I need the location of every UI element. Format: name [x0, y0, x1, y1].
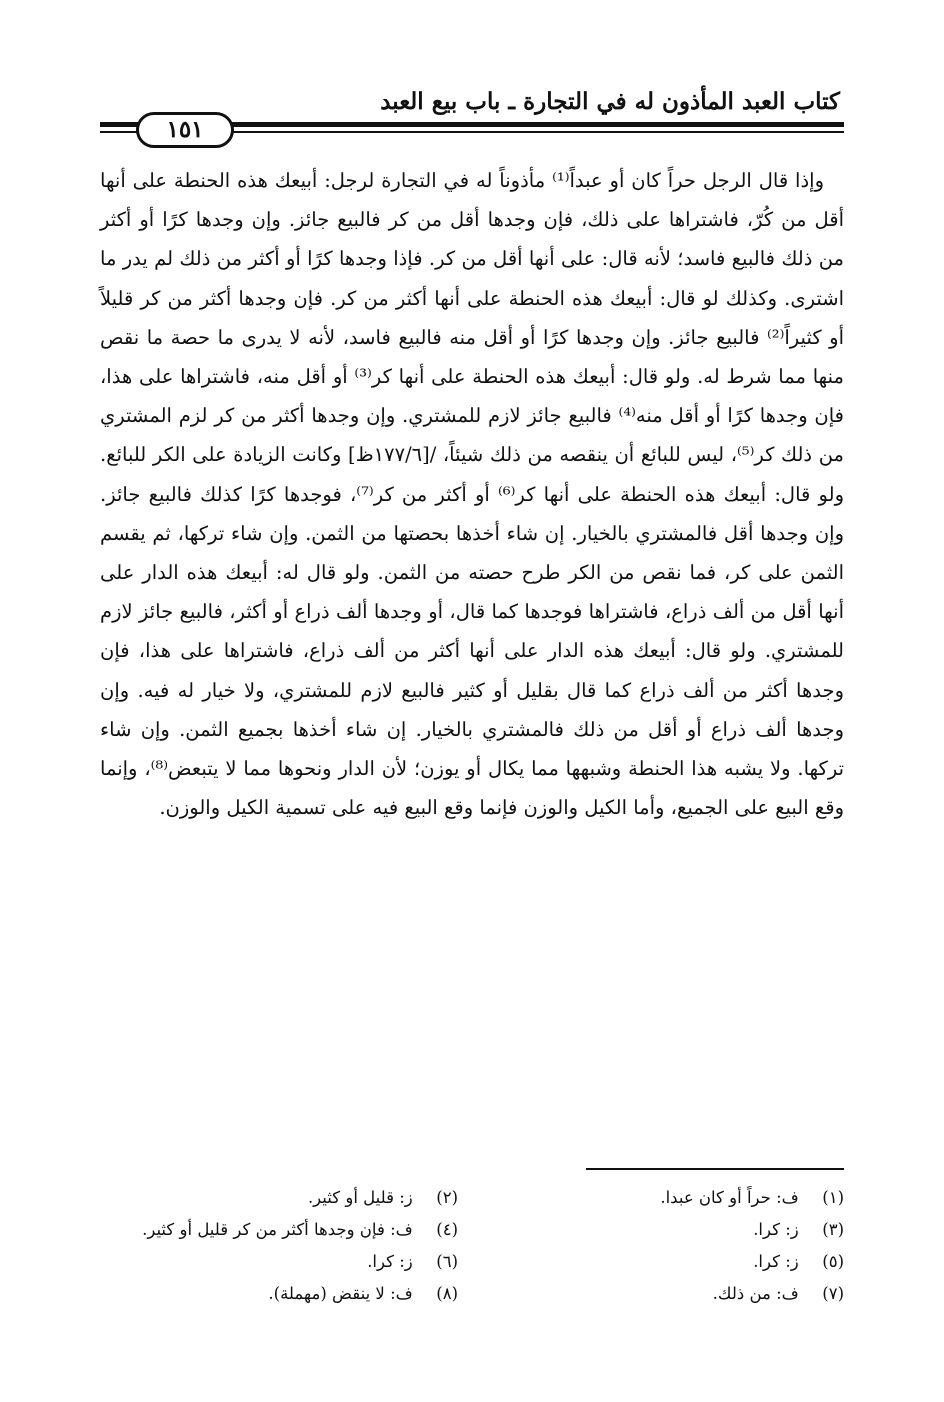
footnote-text: ف: من ذلك.: [712, 1284, 799, 1303]
footnote-text: ز: كرا.: [753, 1252, 799, 1271]
footnote-text: ف: حراً أو كان عبدا.: [660, 1188, 799, 1207]
footnote-item: [100, 1278, 458, 1310]
footnote-number: (٥): [822, 1252, 844, 1271]
footnote-item: [100, 1182, 458, 1214]
footnote-divider: [586, 1168, 844, 1170]
footnote-item: [100, 1246, 458, 1278]
footnote-item: [514, 1182, 844, 1214]
footnote-text: ز: كرا.: [367, 1252, 413, 1271]
footnote-number: (٨): [436, 1284, 458, 1303]
footnote-item: [514, 1278, 844, 1310]
footnote-number: (٤): [436, 1220, 458, 1239]
running-header-title: كتاب العبد المأذون له في التجارة ـ باب بيع العبد: [380, 88, 840, 115]
main-paragraph: وإذا قال الرجل حراً كان أو عبداً⁽¹⁾ مأذوناً له في التجارة لرجل: أبيعك هذه الحنطة على أنها أقل من كُرّ، فاشتراها على ذلك، فإن وجدها أقل من كر فالبيع جائز. وإن وجدها كرًا أو أكثر من ذلك فالبيع فاسد؛ لأنه قال: على أنها أقل من كر. فإذا وجدها كرًا أو أكثر من ذلك لم يدر ما اشترى. وكذلك لو قال: أبيعك هذه الحنطة على أنها أكثر من كر. فإن وجدها أكثر من كر قليلاً أو كثيراً⁽²⁾ فالبيع جائز. وإن وجدها كرًا أو أقل منه فالبيع فاسد، لأنه لا يدرى ما حصة ما نقص منها مما شرط له. ولو قال: أبيعك هذه الحنطة على أنها كر⁽³⁾ أو أقل منه، فاشتراها على هذا، فإن وجدها كرًا أو أقل منه⁽⁴⁾ فالبيع جائز لازم للمشتري. وإن وجدها أكثر من كر لزم المشتري من ذلك كر⁽⁵⁾، ليس للبائع أن ينقصه من ذلك شيئاً، /[١٧٧/٦ظ] وكانت الزيادة على الكر للبائع. ولو قال: أبيعك هذه الحنطة على أنها كر⁽⁶⁾ أو أكثر من كر⁽⁷⁾، فوجدها كرًا كذلك فالبيع جائز. وإن وجدها أقل فالمشتري بالخيار. إن شاء أخذها بحصتها من الثمن. وإن شاء تركها، ثم يقسم الثمن على كر، فما نقص من الكر طرح حصته من الثمن. ولو قال له: أبيعك هذه الدار على أنها أقل من ألف ذراع، فاشتراها فوجدها كما قال، أو وجدها ألف ذراع أو أكثر، فالبيع جائز لازم للمشتري. ولو قال: أبيعك هذه الدار على أنها أكثر من ألف ذراع، فاشتراها على هذا، فإن وجدها أكثر من ألف ذراع كما قال بقليل أو كثير فالبيع لازم للمشتري، ولا خيار له فيه. وإن وجدها ألف ذراع أو أقل من ذلك فالمشتري بالخيار. إن شاء أخذها بجميع الثمن. وإن شاء تركها. ولا يشبه هذا الحنطة وشبهها مما يكال أو يوزن؛ لأن الدار ونحوها مما لا يتبعض⁽⁸⁾، وإنما وقع البيع على الجميع، وأما الكيل والوزن فإنما وقع البيع فيه على تسمية الكيل والوزن.: [100, 169, 845, 820]
footnotes-left-column: [100, 1182, 458, 1310]
footnote-text: ف: فإن وجدها أكثر من كر قليل أو كثير.: [142, 1220, 413, 1239]
footnote-number: (٧): [822, 1284, 844, 1303]
footnote-item: [514, 1214, 844, 1246]
footnote-item: [100, 1214, 458, 1246]
footnote-number: (٣): [822, 1220, 844, 1239]
footnote-number: (١): [822, 1188, 844, 1207]
footnote-number: (٢): [436, 1188, 458, 1207]
footnotes-right-column: [514, 1182, 844, 1310]
footnote-text: ف: لا ينقض (مهملة).: [268, 1284, 413, 1303]
footnote-number: (٦): [436, 1252, 458, 1271]
footnote-item: [514, 1246, 844, 1278]
footnote-text: ز: كرا.: [753, 1220, 799, 1239]
page-number: ١٥١: [136, 112, 234, 148]
footnote-text: ز: قليل أو كثير.: [307, 1188, 413, 1207]
